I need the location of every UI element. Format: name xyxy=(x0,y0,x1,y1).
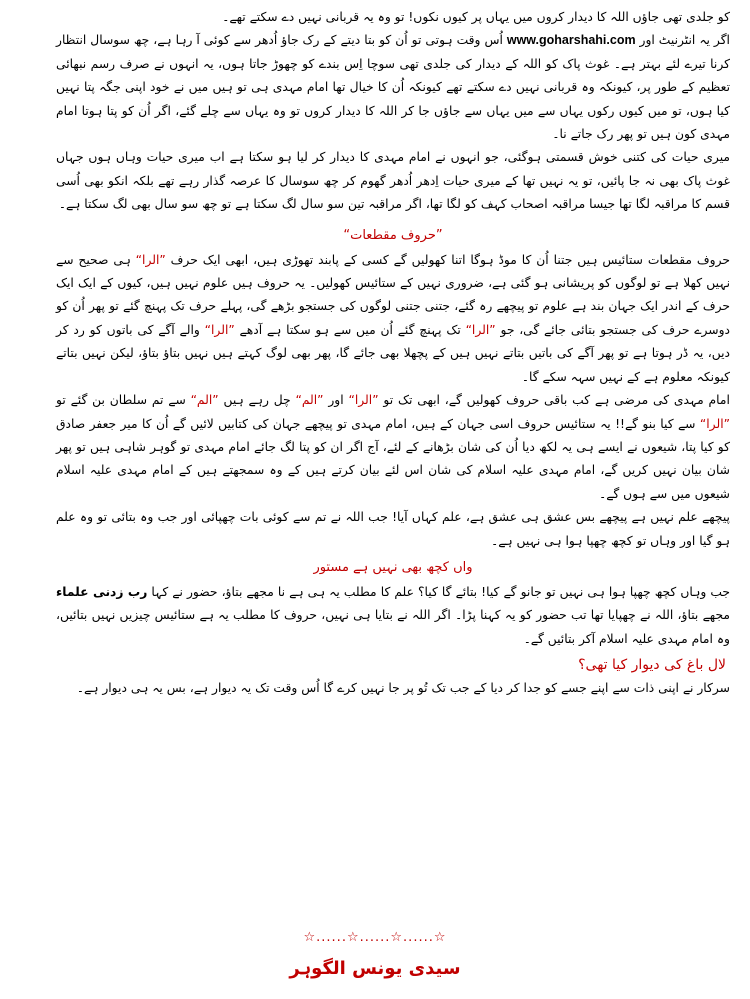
paragraph-4-text-d: والے آگے کی باتوں کو رد کر دیں، یہ ڈر ہوتا ہے تو پھر آگے کی باتیں بتاتے نہیں ہیں کے پچھلا بھی جائے گا، پھر بھی لوگ کہتے ہیں نہیں بتاؤ بتاؤ، لیکن نہیں بتاتے کیونکہ معلوم ہے کے نہیں سہہ سکے گا۔ xyxy=(56,322,730,384)
star-divider: ☆......☆......☆......☆ xyxy=(303,930,447,945)
paragraph-7-text-a: جب وہاں کچھ چھپا ہوا ہی نہیں تو جانو گے کیا! بتائے گا کیا؟ علم کا مطلب یہ ہی ہے نا مجھے بتاؤ، حضور نے کہا xyxy=(151,584,730,599)
section-heading-mastoor: واں کچھ بھی نہیں ہے مستور xyxy=(313,559,473,575)
paragraph-5-text-b: چل رہے ہیں xyxy=(223,393,291,408)
alra-highlight: ”الرا“ xyxy=(204,322,235,337)
paragraph-4 xyxy=(56,249,730,389)
paragraph-4-text-c: تک پہنچ گئے اُن میں سے ہو سکتا ہے آدھے xyxy=(239,322,461,337)
alra-highlight: ”الرا“ xyxy=(699,416,730,431)
alra-highlight: ”الرا“ xyxy=(135,252,166,267)
paragraph-5 xyxy=(56,389,730,506)
paragraph-3: میری حیات کی کتنی خوش قسمتی ہوگئی، جو انہوں نے امام مہدی کا دیدار کر لیا ہو سکتا ہے اب میری حیات وہاں ہوں جہاں غوث پاک بھی نہ جا پائیں، تو یہ نہیں تھا کے میری حیات اِدھر اُدھر گھوم کر چھ سوسال کا عرصہ گذار رہے تھے بلکہ انکو بھی اُسی قسم کا مراقبہ لگا تھا جیسا مراقبہ اصحاب کہف کو لگا تھا، اگر مراقبہ تین سو سال لگ سکتا ہے تو چھ سو سال بھی لگ سکتا ہے۔ xyxy=(56,150,730,212)
paragraph-7 xyxy=(56,581,730,651)
paragraph-5-text-a: امام مہدی کی مرضی ہے کب باقی حروف کھولیں گے، ابھی تک تو xyxy=(383,393,730,408)
paragraph-7-text-b: مجھے بتاؤ، اللہ نے چھپایا تھا تب حضور کو یہ کہنا پڑا۔ اگر اللہ نے بتایا ہی نہیں، حروف کا مطلب یہ ہے ستائیس چیزیں نہیں بتائیں، وہ امام مہدی علیہ اسلام آکر بتائیں گے۔ xyxy=(56,608,730,646)
paragraph-5-and: اور xyxy=(328,393,344,408)
section-heading-lal-bagh: لال باغ کی دیوار کیا تھی؟ xyxy=(578,657,726,674)
paragraph-2-text-b: اُس وقت ہوتی تو اُن کو بتا دیتے کے رک جاؤ اُدھر سے کوئی آ رہا ہے، چھ سوسال انتظار کرنا تیرے لئے بہتر ہے۔ غوث پاک کو اللہ کے دیدار کی جلدی تھی سوچا اِس بندے کو چھوڑ جاتا ہوں، یہ انہوں نے صرف رسم نبھائی تعظیم کے طور پر، کیونکہ وہ قربانی نہیں دے سکتے تھے کیونکہ اُن کا خیال تھا امام مہدی ہی تو ہیں میں نے خود اپنی جگہ پتا نہیں کیا ہوں، تو میں کیوں رکوں یہاں سے میں یہاں سے جاؤں جا کر اللہ کا دیدار کروں تو وہ یہاں سے چلے گئے، اگر اُن کو پتا ہوتا امام مہدی کون ہیں تو پھر رک جاتے نا۔ xyxy=(56,33,730,142)
paragraph-8: سرکار نے اپنی ذات سے اپنے جسے کو جدا کر دیا کے جب تک تُو پر جا نہیں کرے گا اُس وقت تک یہ دیوار ہے، بس یہ ہی دیوار ہے۔ xyxy=(76,681,730,696)
quran-phrase: رب زدنی علماء xyxy=(56,584,148,599)
article-body xyxy=(56,6,730,701)
paragraph-6: پیچھے علم نہیں ہے پیچھے بس عشق ہی عشق ہے، علم کہاں آیا! جب اللہ نے تم سے کوئی بات چھپائی اور جب وہ بتائی تو وہ علم ہو گیا اور وہاں تو کچھ چھپا ہوا ہی نہیں ہے۔ xyxy=(56,510,730,548)
author-signature: سیدی یونس الگوہر xyxy=(289,958,461,979)
paragraph-4-text-b: ہی صحیح سے نہیں کھلا ہے تو لوگوں کو پریشانی ہو گئی ہے، ضروری نہیں کے ستائیس کھولیں۔ یہ حروف ہیں علوم نہیں ہیں، کیوں کے ایک ایک حرف کے اندر ایک جہان بند ہے علوم تو پیچھے رہ گئے، جتنی جتنی لوگوں کی جستجو بڑھے گی، پہلے حرف تک پہنچ گئے تو پھر اُن کو دوسرے حرف کی جستجو بتائی جائے گی، جو xyxy=(56,252,731,337)
section-heading-huroof: ”حروف مقطعات“ xyxy=(343,227,443,243)
alra-highlight: ”الرا“ xyxy=(348,393,379,408)
website-link[interactable]: www.goharshahi.com xyxy=(506,33,636,48)
paragraph-5-text-c: سے تم سلطان بن گئے تو xyxy=(56,393,186,408)
paragraph-4-text-a: حروف مقطعات ستائیس ہیں جتنا اُن کا موڈ ہوگا اتنا کھولیں گے کسی کے پابند تھوڑی ہیں، ابھی ایک حرف xyxy=(170,252,730,267)
paragraph-2-text-a: اگر یہ انٹرنیٹ اور xyxy=(639,33,730,48)
paragraph-2 xyxy=(56,29,730,146)
paragraph-5-text-d: سے کیا بنو گے!! یہ ستائیس حروف اسی جہان کے ہیں، امام مہدی تو پیچھے جہان کی کتابیں لائیں گے اُن کا میر جعفر صادق کو کیا پتا، شیعوں نے ایسے ہی یہ لکھ دیا اُن کی شان بڑھانے کے لئے، آج اگر ان کو پتا لگ جائے امام مہدی تو گوہر شاہی ہیں تو پھر شان بیان نہیں کریں گے، امام مہدی علیہ اسلام کی شان اس لئے بیان کرتے ہیں کے وہ سمجھتے ہیں کے امام مہدی علیہ اسلام شیعوں میں سے ہوں گے۔ xyxy=(56,416,730,501)
alm-highlight: ”الم“ xyxy=(295,393,324,408)
alra-highlight: ”الرا“ xyxy=(465,322,496,337)
paragraph-1: کو جلدی تھی جاؤں اللہ کا دیدار کروں میں یہاں پر کیوں نکوں! تو وہ یہ قربانی نہیں دے سکتے تھے۔ xyxy=(222,10,730,24)
alm-highlight: ”الم“ xyxy=(190,393,219,408)
